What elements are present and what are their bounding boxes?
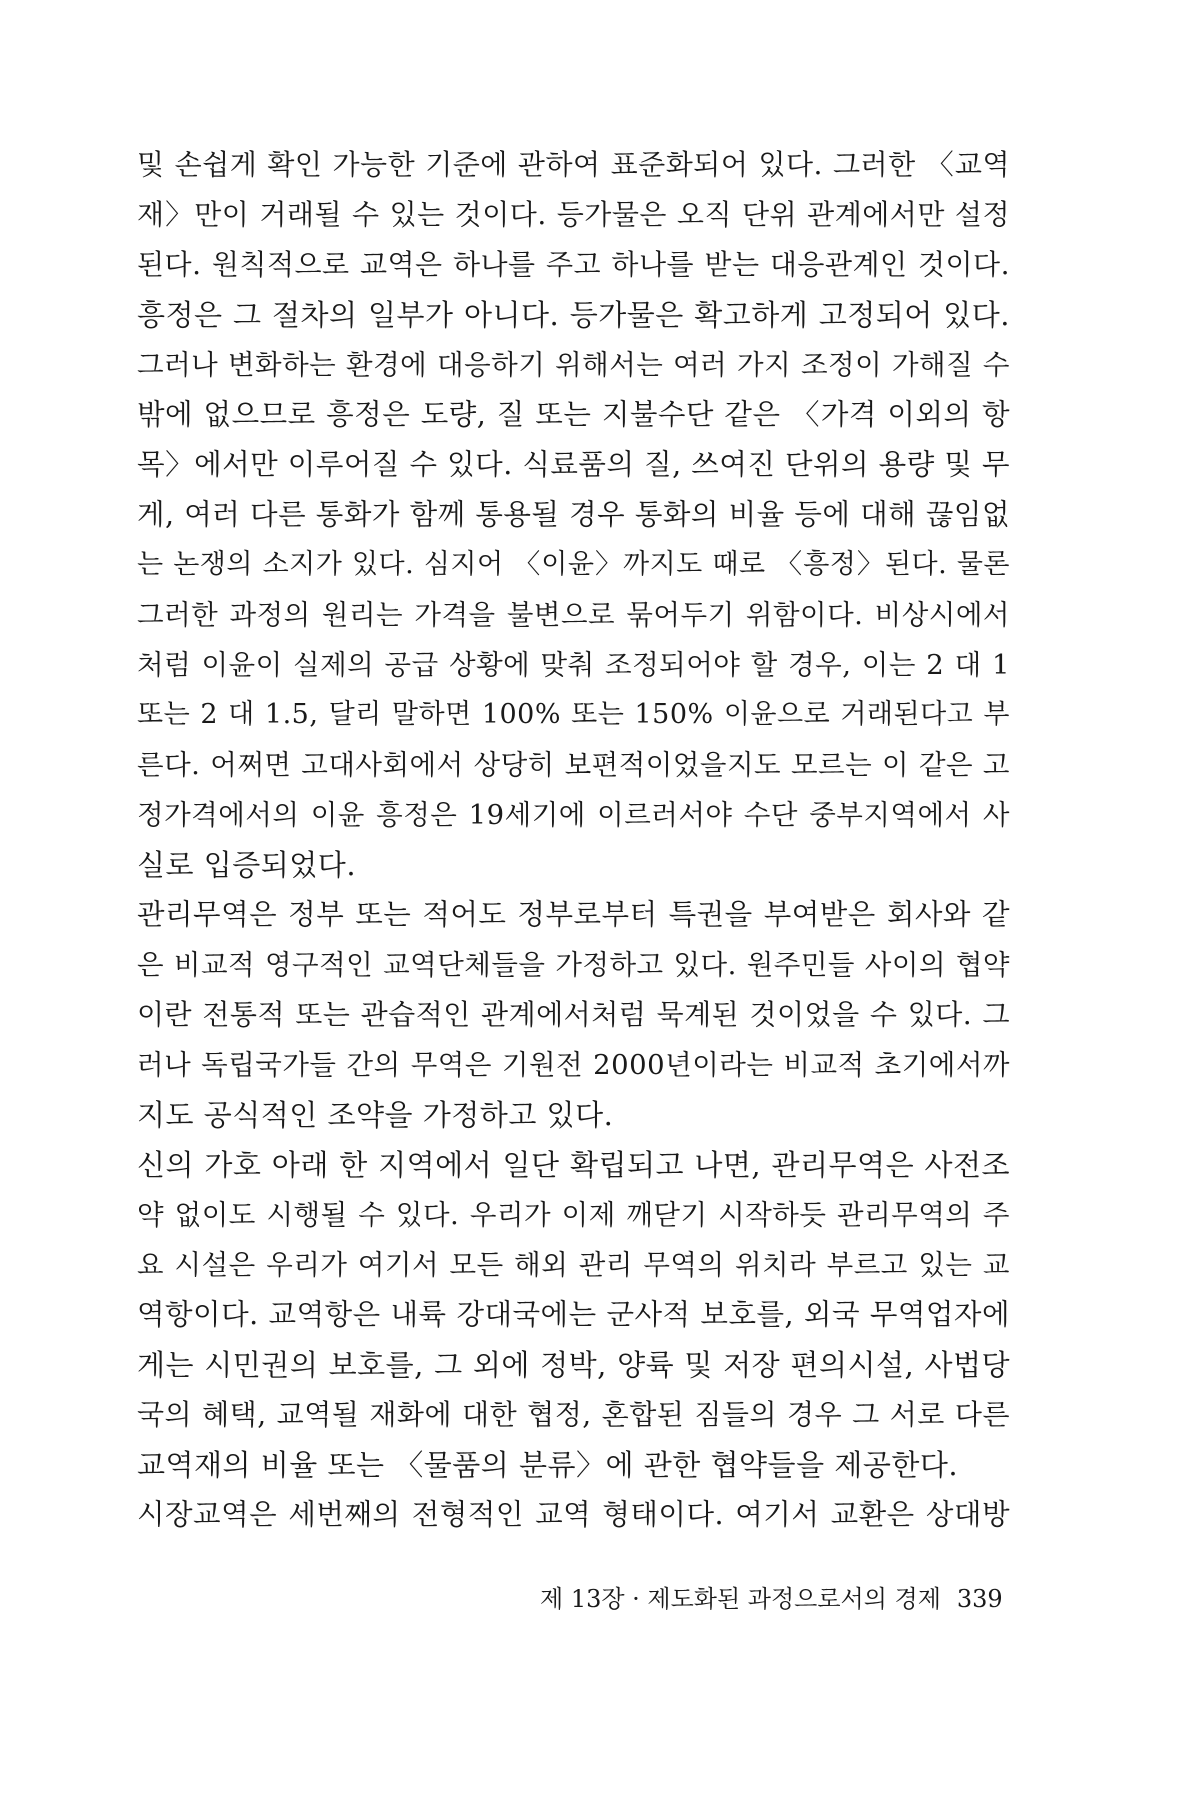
text-line: 또는 2 대 1.5, 달리 말하면 100% 또는 150% 이윤으로 거래된다고 부 bbox=[137, 699, 1010, 730]
text-line: 약 없이도 시행될 수 있다. 우리가 이제 깨닫기 시작하듯 관리무역의 주 bbox=[137, 1199, 1010, 1231]
text-line: 관리무역은 정부 또는 적어도 정부로부터 특권을 부여받은 회사와 같 bbox=[137, 898, 1010, 931]
text-line: 국의 혜택, 교역될 재화에 대한 협정, 혼합된 짐들의 경우 그 서로 다른 bbox=[137, 1398, 1010, 1431]
text-line: 신의 가호 아래 한 지역에서 일단 확립되고 나면, 관리무역은 사전조 bbox=[137, 1148, 1010, 1182]
text-line: 및 손쉽게 확인 가능한 기준에 관하여 표준화되어 있다. 그러한 〈교역 bbox=[137, 148, 1010, 181]
text-line: 목〉에서만 이루어질 수 있다. 식료품의 질, 쓰여진 단위의 용량 및 무 bbox=[137, 448, 1010, 481]
page-footer bbox=[540, 1584, 1003, 1614]
page-number: 339 bbox=[956, 1585, 1003, 1613]
text-line: 된다. 원칙적으로 교역은 하나를 주고 하나를 받는 대응관계인 것이다. bbox=[137, 248, 1010, 281]
text-line: 은 비교적 영구적인 교역단체들을 가정하고 있다. 원주민들 사이의 협약 bbox=[137, 949, 1010, 981]
text-line: 정가격에서의 이윤 흥정은 19세기에 이르러서야 수단 중부지역에서 사 bbox=[137, 799, 1010, 831]
text-line: 게, 여러 다른 통화가 함께 통용될 경우 통화의 비율 등에 대해 끊임없 bbox=[137, 498, 1010, 531]
text-line: 실로 입증되었다. bbox=[137, 848, 357, 882]
text-line: 교역재의 비율 또는 〈물품의 분류〉에 관한 협약들을 제공한다. bbox=[137, 1448, 959, 1482]
text-line: 러나 독립국가들 간의 무역은 기원전 2000년이라는 비교적 초기에서까 bbox=[137, 1049, 1010, 1081]
text-line: 이란 전통적 또는 관습적인 관계에서처럼 묵계된 것이었을 수 있다. 그 bbox=[137, 998, 1010, 1031]
text-line: 역항이다. 교역항은 내륙 강대국에는 군사적 보호를, 외국 무역업자에 bbox=[137, 1298, 1010, 1331]
text-line: 요 시설은 우리가 여기서 모든 해외 관리 무역의 위치라 부르고 있는 교 bbox=[137, 1249, 1010, 1281]
text-line: 는 논쟁의 소지가 있다. 심지어 〈이윤〉까지도 때로 〈흥정〉된다. 물론 bbox=[137, 549, 1010, 580]
text-line: 시장교역은 세번째의 전형적인 교역 형태이다. 여기서 교환은 상대방 bbox=[137, 1498, 1010, 1531]
body-text bbox=[137, 140, 1010, 1540]
text-line: 처럼 이윤이 실제의 공급 상황에 맞춰 조정되어야 할 경우, 이는 2 대 1 bbox=[137, 649, 1010, 681]
text-line: 재〉만이 거래될 수 있는 것이다. 등가물은 오직 단위 관계에서만 설정 bbox=[137, 198, 1010, 231]
text-line: 게는 시민권의 보호를, 그 외에 정박, 양륙 및 저장 편의시설, 사법당 bbox=[137, 1348, 1010, 1382]
running-head: 제 13장 · 제도화된 과정으로서의 경제 bbox=[540, 1585, 941, 1613]
text-line: 그러한 과정의 원리는 가격을 불변으로 묶어두기 위함이다. 비상시에서 bbox=[137, 599, 1010, 631]
text-line: 른다. 어쩌면 고대사회에서 상당히 보편적이었을지도 모르는 이 같은 고 bbox=[137, 749, 1010, 781]
text-line: 밖에 없으므로 흥정은 도량, 질 또는 지불수단 같은 〈가격 이외의 항 bbox=[137, 398, 1010, 431]
text-line: 지도 공식적인 조약을 가정하고 있다. bbox=[137, 1098, 614, 1132]
text-line: 그러나 변화하는 환경에 대응하기 위해서는 여러 가지 조정이 가해질 수 bbox=[137, 349, 1010, 381]
text-line: 흥정은 그 절차의 일부가 아니다. 등가물은 확고하게 고정되어 있다. bbox=[137, 298, 1010, 332]
